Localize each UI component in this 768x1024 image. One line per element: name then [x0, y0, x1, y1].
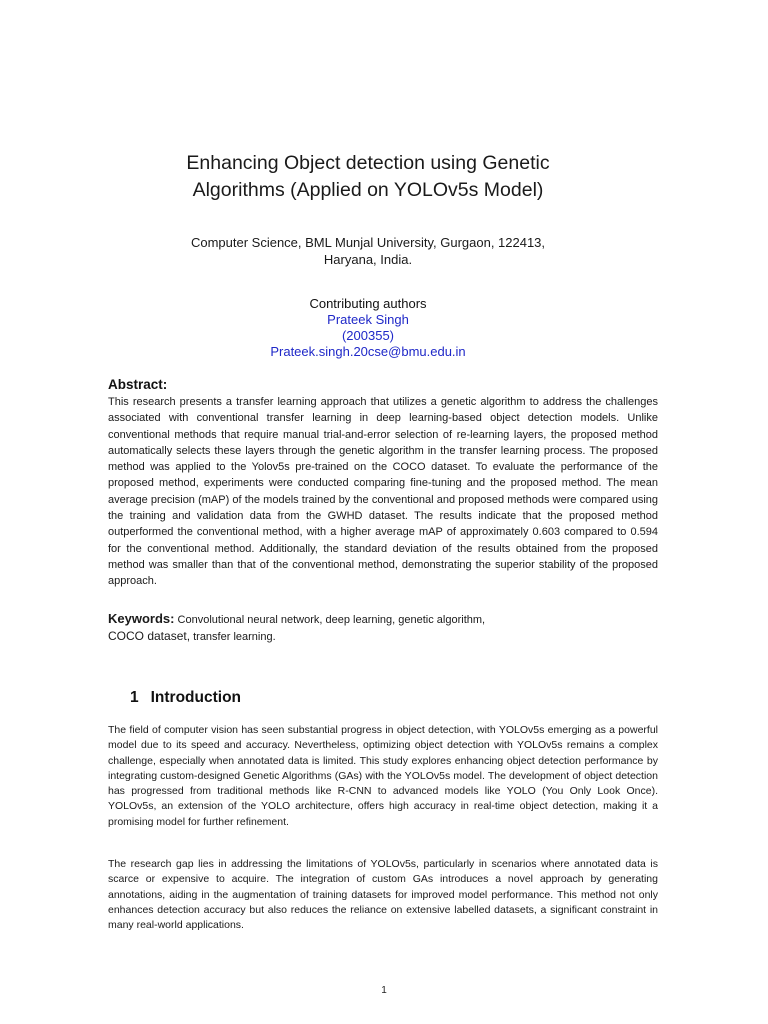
- abstract-heading: Abstract:: [108, 377, 168, 392]
- contributing-authors: [210, 296, 526, 360]
- intro-paragraph-2: The research gap lies in addressing the limitations of YOLOv5s, particularly in scenarios where annotated data is scarce or expensive to acquire. The integration of custom GAs introduces a novel approach by generating annotations, aiding in the augmentation of training datasets for improved model performance. This method not only enhances detection accuracy but also reduces the reliance on extensive labelled datasets, a significant constraint in many real-world applications.: [108, 858, 658, 932]
- keywords-block: [108, 611, 554, 645]
- intro-paragraph-1: The field of computer vision has seen substantial progress in object detection, with YOLOv5s emerging as a powerful model due to its speed and accuracy. Nevertheless, optimizing object detection with YOLOv5s remains a complex challenge, especially when annotated data is limited. This study explores enhancing object detection performance by integrating custom-designed Genetic Algorithms (GAs) with the YOLOv5s model. The development of object detection has progressed from traditional methods like R-CNN to advanced models like YOLO (You Only Look Once). YOLOv5s, an extension of the YOLO architecture, offers high accuracy in real-time object detection, making it a promising model for further refinement.: [108, 724, 658, 828]
- section-heading-introduction: [130, 689, 241, 707]
- affiliation: [150, 234, 586, 268]
- section-title: Introduction: [150, 689, 242, 706]
- author-name: Prateek Singh: [327, 312, 409, 327]
- title-line-2: Algorithms (Applied on YOLOv5s Model): [192, 179, 544, 201]
- author-id: (200355): [341, 328, 395, 343]
- title-line-1: Enhancing Object detection using Genetic: [186, 152, 550, 174]
- affiliation-line-2: Haryana, India.: [323, 252, 413, 267]
- paper-title: [120, 150, 616, 204]
- author-email-link[interactable]: Prateek.singh.20cse@bmu.edu.in: [270, 344, 466, 359]
- keywords-tail: transfer learning.: [193, 631, 276, 643]
- contributors-label: Contributing authors: [309, 296, 427, 311]
- keywords-tail-bold: COCO dataset,: [108, 629, 191, 643]
- abstract-body: This research presents a transfer learning approach that utilizes a genetic algorithm to address the challenges associated with conventional transfer learning in deep learning-based object detection models. Unlike conventional methods that require manual trial-and-error selection of re-learning layers, the proposed method automatically selects these layers through the genetic algorithm in the transfer learning process. The proposed method was applied to the Yolov5s pre-trained on the COCO dataset. To evaluate the performance of the proposed method, experiments were conducted comparing fine-tuning and the proposed method. The mean average precision (mAP) of the models trained by the conventional and proposed methods were compared using the training and validation data from the GWHD dataset. The results indicate that the proposed method outperformed the conventional method, with a higher average mAP of approximately 0.603 compared to 0.594 for the conventional method. Additionally, the standard deviation of the results obtained from the proposed method was smaller than that of the conventional method, demonstrating the superior stability of the proposed approach.: [108, 396, 658, 588]
- keywords-text: Convolutional neural network, deep learning, genetic algorithm,: [177, 614, 486, 626]
- section-number: 1: [130, 689, 139, 706]
- page-number: 1: [381, 985, 387, 996]
- keywords-label: Keywords:: [108, 611, 175, 626]
- affiliation-line-1: Computer Science, BML Munjal University, Gurgaon, 122413,: [190, 235, 546, 250]
